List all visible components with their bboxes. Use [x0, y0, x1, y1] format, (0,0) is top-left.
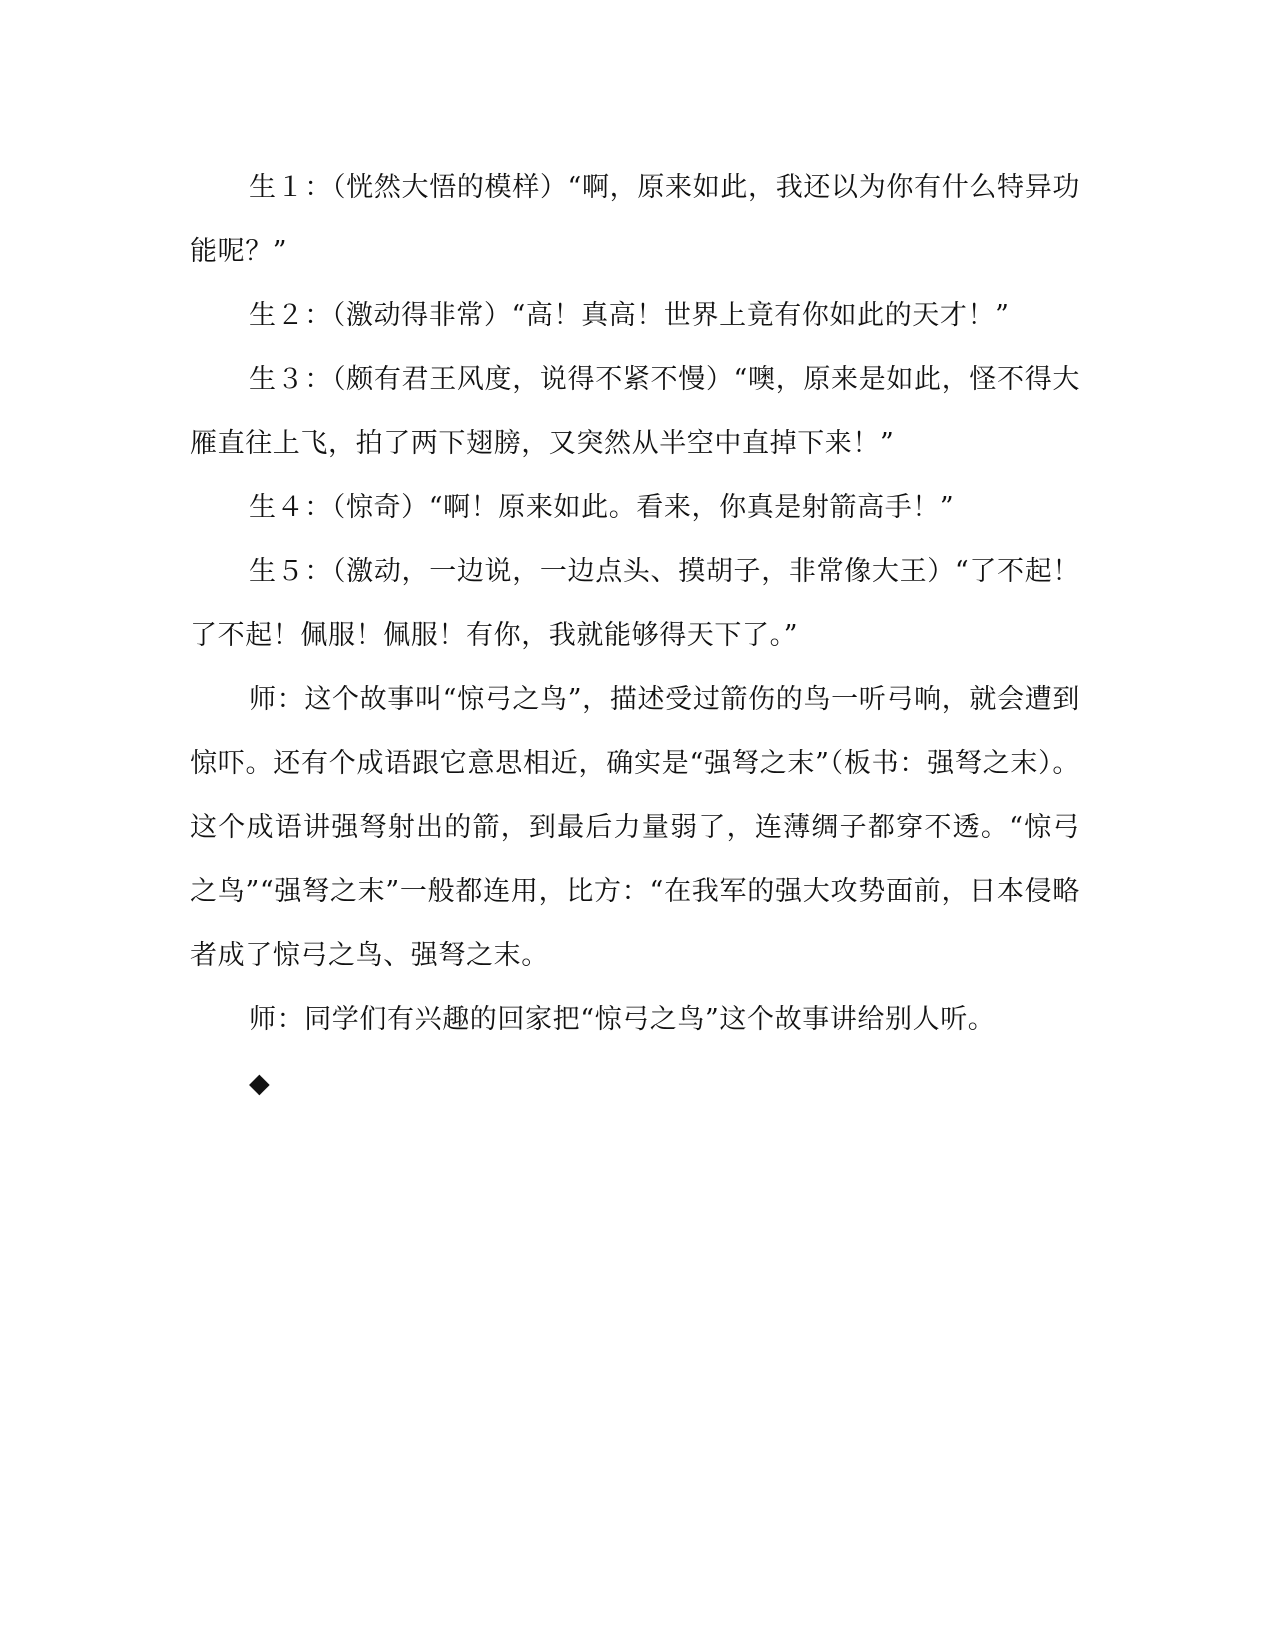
document-page	[190, 156, 1080, 1116]
paragraph-teacher-2: 师：同学们有兴趣的回家把“惊弓之鸟”这个故事讲给别人听。	[249, 1004, 996, 1035]
paragraph-student-5: 生５：（激动，一边说，一边点头、摸胡子，非常像大王）“了不起！了不起！佩服！佩服！有你，我就能够得天下了。”	[190, 556, 1080, 651]
paragraph-student-4: 生４：（惊奇）“啊！原来如此。看来，你真是射箭高手！”	[249, 492, 955, 523]
paragraph-student-3: 生３：（颇有君王风度，说得不紧不慢）“噢，原来是如此，怪不得大雁直往上飞，拍了两下翅膀，又突然从半空中直掉下来！”	[190, 364, 1080, 459]
paragraph-student-1: 生１：（恍然大悟的模样）“啊，原来如此，我还以为你有什么特异功能呢？”	[190, 172, 1080, 267]
paragraph-teacher-1: 师：这个故事叫“惊弓之鸟”，描述受过箭伤的鸟一听弓响，就会遭到惊吓。还有个成语跟它意思相近，确实是“强弩之末”（板书：强弩之末）。这个成语讲强弩射出的箭，到最后力量弱了，连薄绸子都穿不透。“惊弓之鸟”“强弩之末”一般都连用，比方：“在我军的强大攻势面前，日本侵略者成了惊弓之鸟、强弩之末。	[190, 684, 1080, 971]
diamond-bullet-icon: ◆	[249, 1068, 270, 1099]
paragraph-student-2: 生２：（激动得非常）“高！真高！世界上竟有你如此的天才！”	[249, 300, 1010, 331]
